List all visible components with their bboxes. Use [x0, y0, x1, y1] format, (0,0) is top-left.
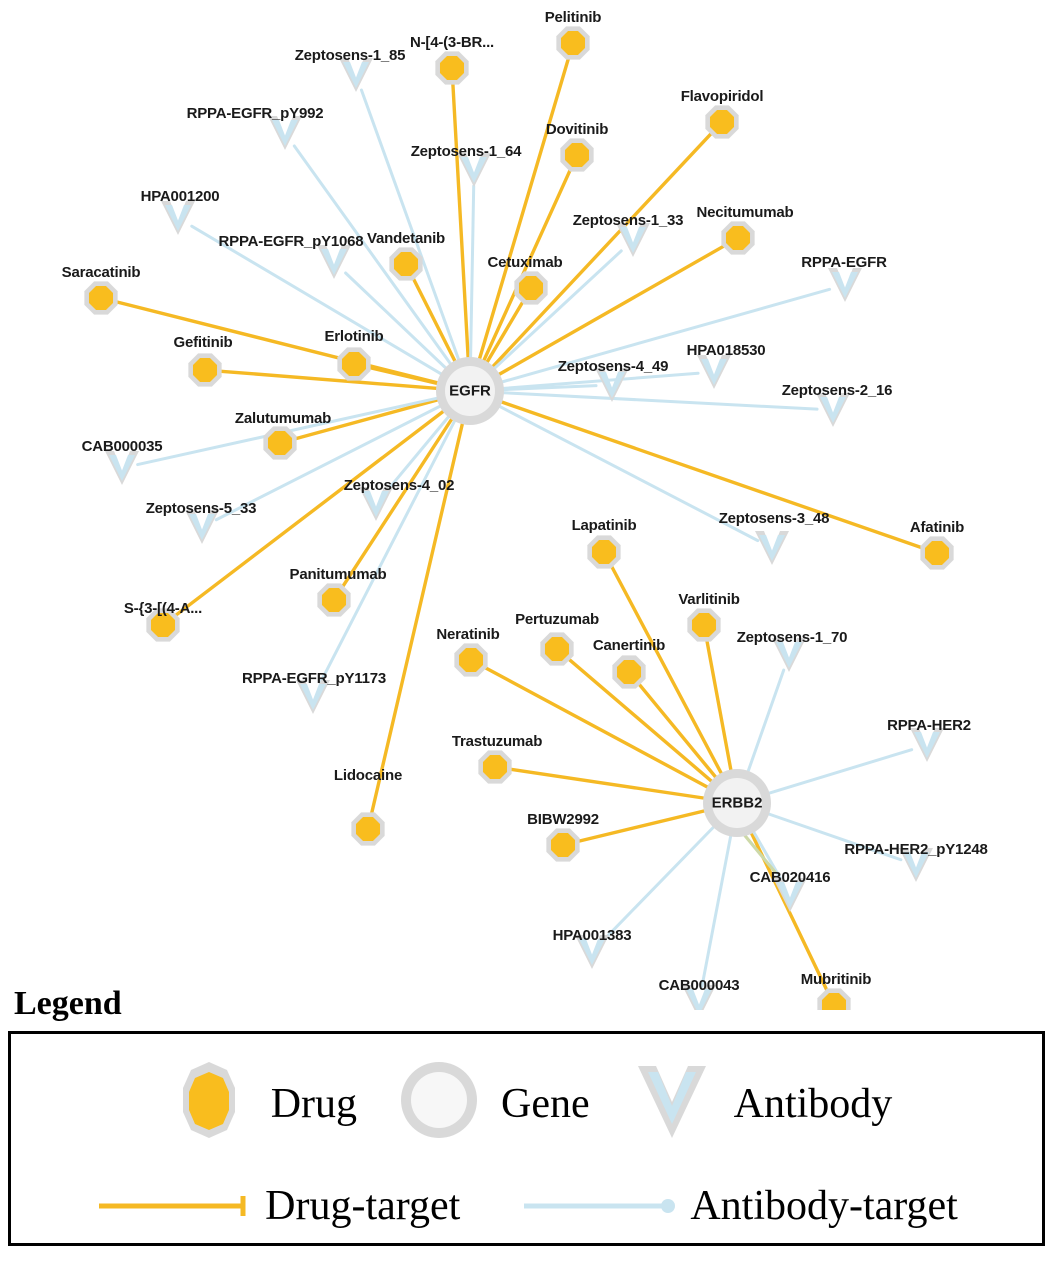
antibody-chevron-icon — [624, 1056, 720, 1152]
antibody-node-label: CAB020416 — [749, 869, 831, 886]
gene-circle-icon — [391, 1056, 487, 1152]
drug-node-label: Afatinib — [909, 519, 965, 536]
legend-box — [8, 1031, 1045, 1246]
drug-node-label: Necitumumab — [696, 204, 794, 221]
antibody-node-body — [321, 249, 347, 275]
antibody-node-body — [272, 120, 298, 146]
legend-item-drug-target — [95, 1182, 460, 1230]
drug-node-body — [592, 540, 616, 564]
drug-node[interactable] — [454, 643, 487, 676]
drug-node-label: Mubritinib — [800, 971, 872, 988]
antibody-node-label: Zeptosens-4_02 — [343, 477, 455, 494]
drug-node[interactable] — [587, 535, 620, 568]
drug-node-body — [459, 648, 483, 672]
drug-node-body — [193, 358, 217, 382]
drug-node-body — [561, 31, 585, 55]
antibody-node-body — [189, 514, 215, 540]
drug-node-label: Zalutumumab — [234, 410, 332, 427]
antibody-node[interactable] — [697, 355, 731, 389]
drug-node-label: Canertinib — [592, 637, 666, 654]
drug-node-body — [268, 431, 292, 455]
legend-item-drug — [161, 1056, 357, 1152]
antibody-node-body — [363, 491, 389, 517]
drug-node[interactable] — [351, 812, 384, 845]
drug-node[interactable] — [317, 583, 350, 616]
drug-node-body — [565, 143, 589, 167]
antibody-node-body — [820, 397, 846, 423]
graph-edge — [603, 827, 713, 940]
antibody-node-label: RPPA-EGFR_pY1173 — [241, 670, 387, 687]
drug-node-label: Lapatinib — [571, 517, 637, 534]
legend-label-drug: Drug — [270, 1081, 358, 1127]
antibody-node-label: HPA018530 — [686, 342, 766, 359]
drug-node-body — [342, 352, 366, 376]
antibody-target-edge-icon — [520, 1193, 680, 1219]
gene-node-label: EGFR — [449, 382, 491, 400]
antibody-node-label: RPPA-EGFR_pY1068 — [218, 233, 364, 250]
antibody-node[interactable] — [828, 268, 862, 302]
drug-node[interactable] — [435, 51, 468, 84]
legend-label-drug-target: Drug-target — [265, 1183, 461, 1229]
legend-label-antibody-target: Antibody-target — [690, 1183, 958, 1229]
antibody-node-body — [914, 732, 940, 758]
drug-node-label: Trastuzumab — [451, 733, 543, 750]
antibody-node-body — [759, 535, 785, 561]
antibody-node[interactable] — [755, 531, 789, 565]
drug-node-body — [356, 817, 380, 841]
graph-edge — [511, 769, 704, 798]
drug-node-label: Pelitinib — [544, 9, 602, 26]
graph-edge — [453, 84, 468, 357]
legend-label-gene: Gene — [501, 1081, 590, 1127]
drug-node[interactable] — [337, 347, 370, 380]
drug-node[interactable] — [389, 247, 422, 280]
antibody-node[interactable] — [105, 451, 139, 485]
graph-edge — [502, 402, 922, 548]
drug-node-label: Panitumumab — [289, 566, 387, 583]
drug-node-label: Pertuzumab — [515, 611, 599, 628]
drug-node[interactable] — [478, 750, 511, 783]
drug-node-label: Flavopiridol — [680, 88, 764, 105]
antibody-node-body — [832, 272, 858, 298]
drug-node-label: Cetuximab — [487, 254, 563, 271]
drug-node-body — [545, 637, 569, 661]
legend — [8, 985, 1051, 1246]
antibody-node-body — [343, 62, 369, 88]
graph-edge — [370, 368, 437, 384]
antibody-node-label: HPA001200 — [140, 188, 220, 205]
drug-node-label: N-[4-(3-BR... — [409, 34, 495, 51]
antibody-node[interactable] — [161, 201, 195, 235]
drug-node-label: Dovitinib — [545, 121, 609, 138]
antibody-node-label: HPA001383 — [552, 927, 632, 944]
antibody-node-label: Zeptosens-1_64 — [410, 143, 522, 160]
graph-edge — [504, 393, 817, 409]
antibody-node-label: RPPA-EGFR_pY992 — [186, 105, 324, 122]
drug-node-label: Varlitinib — [678, 591, 740, 608]
drug-node[interactable] — [920, 536, 953, 569]
graph-edge — [361, 90, 458, 359]
graph-edge — [748, 670, 783, 771]
antibody-node-label: Zeptosens-3_48 — [718, 510, 830, 527]
drug-node-label: Vandetanib — [366, 230, 446, 247]
drug-node[interactable] — [263, 426, 296, 459]
drug-node-label: Lidocaine — [333, 767, 403, 784]
drug-node[interactable] — [514, 271, 547, 304]
drug-node-body — [551, 833, 575, 857]
drug-node-body — [692, 613, 716, 637]
antibody-node-body — [165, 205, 191, 231]
drug-node-body — [440, 56, 464, 80]
drug-node-body — [726, 226, 750, 250]
drug-octagon-icon — [161, 1056, 257, 1152]
antibody-node-label: RPPA-HER2_pY1248 — [844, 841, 988, 858]
legend-item-gene — [391, 1056, 590, 1152]
antibody-node-body — [300, 684, 326, 710]
legend-title: Legend — [14, 985, 122, 1022]
antibody-node-label: Zeptosens-4_49 — [557, 358, 669, 375]
legend-label-antibody: Antibody — [733, 1081, 893, 1127]
drug-node[interactable] — [705, 105, 738, 138]
drug-node-body — [710, 110, 734, 134]
drug-node[interactable] — [546, 828, 579, 861]
antibody-node-body — [109, 455, 135, 481]
drug-node[interactable] — [84, 281, 117, 314]
graph-edge — [471, 186, 474, 357]
drug-node-body — [89, 286, 113, 310]
antibody-node-label: RPPA-EGFR — [801, 254, 887, 271]
drug-node[interactable] — [188, 353, 221, 386]
legend-node-row — [11, 1056, 1042, 1152]
drug-node[interactable] — [612, 655, 645, 688]
graph-edge — [320, 421, 454, 683]
antibody-node-label: Zeptosens-1_85 — [294, 47, 406, 64]
drug-node-body — [925, 541, 949, 565]
antibody-node-body — [620, 227, 646, 253]
drug-node-label: Neratinib — [436, 626, 500, 643]
graph-edge — [770, 750, 912, 793]
drug-node-body — [394, 252, 418, 276]
antibody-node-body — [599, 372, 625, 398]
antibody-node-label: Zeptosens-5_33 — [145, 500, 257, 517]
graph-edge — [702, 836, 731, 986]
legend-edge-row — [11, 1182, 1042, 1230]
gene-node-label: ERBB2 — [711, 794, 763, 812]
drug-node[interactable] — [556, 26, 589, 59]
antibody-node-body — [701, 359, 727, 385]
antibody-node-label: CAB000043 — [658, 977, 740, 994]
drug-node-label: BIBW2992 — [527, 811, 599, 828]
antibody-node-label: Zeptosens-1_33 — [572, 212, 684, 229]
drug-node-label: Saracatinib — [61, 264, 141, 281]
drug-node[interactable] — [721, 221, 754, 254]
drug-node[interactable] — [687, 608, 720, 641]
drug-node-body — [322, 588, 346, 612]
legend-item-antibody-target — [520, 1182, 958, 1230]
antibody-node-label: CAB000035 — [81, 438, 163, 455]
drug-node-label: Erlotinib — [324, 328, 384, 345]
antibody-node-label: RPPA-HER2 — [887, 717, 971, 734]
antibody-node-body — [461, 157, 487, 183]
antibody-node-label: Zeptosens-2_16 — [781, 382, 893, 399]
drug-node-body — [617, 660, 641, 684]
drug-node-label: Gefitinib — [173, 334, 233, 351]
drug-node[interactable] — [560, 138, 593, 171]
antibody-node-label: Zeptosens-1_70 — [736, 629, 848, 646]
drug-node-body — [483, 755, 507, 779]
drug-target-edge-icon — [95, 1193, 255, 1219]
drug-node-body — [519, 276, 543, 300]
drug-node-label: S-{3-[(4-A... — [123, 600, 203, 617]
drug-node[interactable] — [540, 632, 573, 665]
legend-item-antibody — [624, 1056, 893, 1152]
